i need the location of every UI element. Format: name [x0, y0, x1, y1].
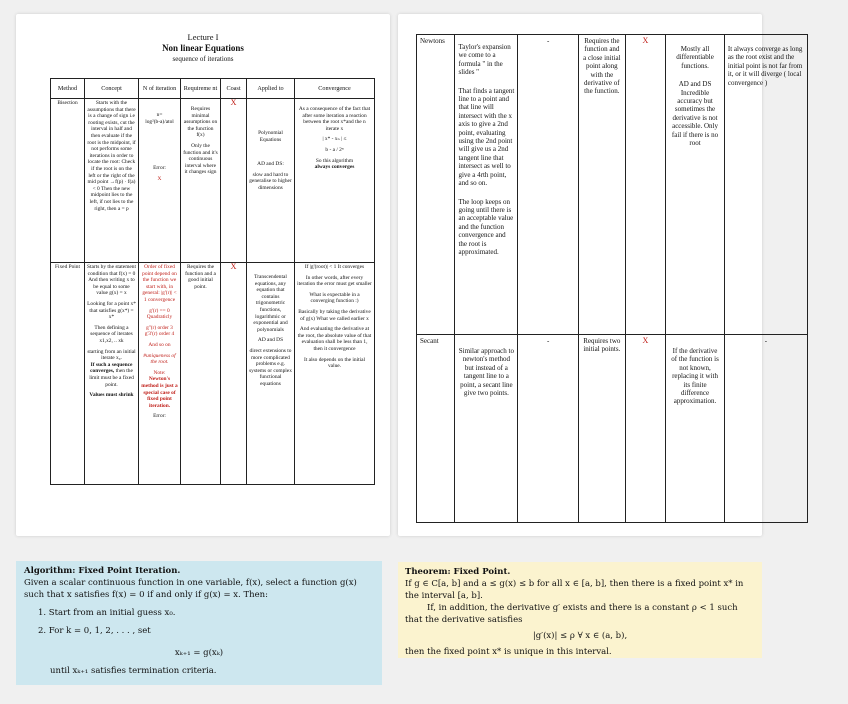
concept-text: then the limit must be a fixed point.: [89, 368, 134, 388]
order-text: And so on: [148, 341, 171, 348]
error-mark: X: [157, 175, 162, 182]
lecture-heading: Non linear Equations: [162, 43, 244, 53]
error-label: Error:: [153, 413, 166, 420]
algorithm-step-2: 2. For k = 0, 1, 2, . . . , set: [38, 626, 151, 636]
applied-cell: [666, 35, 725, 335]
convergence-text: In other words, after every iteration the error must get smaller: [297, 274, 372, 288]
convergence-text: What is expectable in a converging function :): [309, 291, 360, 305]
convergence-text: always converges: [314, 164, 355, 171]
convergence-text: It always converge as long as the root exist and the initial point is not far from it, or it will diverge ( local convergence ): [727, 45, 803, 87]
convergence-text: So this algorithm: [315, 157, 354, 164]
applied-cell: [247, 99, 295, 263]
theorem-title: Theorem: Fixed Point.: [405, 567, 511, 577]
lecture-page-1: [16, 14, 390, 536]
iteration-cell: -: [518, 35, 579, 335]
applied-text: direct extensions to more complicated problems e.g. systems or complex functional equations: [249, 347, 292, 387]
coast-cell: [221, 99, 247, 263]
algorithm-box: [16, 561, 382, 685]
order-text: Order of fixed point depend on the function we start with, in general: |g'(r)| < 1 convergence: [142, 264, 177, 303]
header-cell: Method: [51, 79, 85, 99]
theorem-paragraph: If, in addition, the derivative g′ exists and there is a constant ρ < 1 such that the derivative satisfies: [405, 603, 738, 625]
table-row-newton: [417, 35, 808, 335]
note-text: Newton's method is just a special case of fixed point iteration.: [141, 376, 178, 409]
applied-cell: [247, 263, 295, 485]
applied-text: Mostly all differentiable functions.: [676, 45, 714, 70]
methods-table: [50, 78, 375, 485]
applied-text: AD and DS:: [257, 161, 284, 168]
coast-mark: X: [642, 336, 649, 345]
lecture-page-2: [398, 14, 803, 536]
concept-text: Taylor's expansion we come to a formula " in the slides ": [458, 43, 511, 77]
order-text: g''(r) order 3 g'3'(r) order 4: [144, 324, 175, 338]
concept-text: If such a sequence converges,: [90, 361, 133, 375]
note-label: Note:: [153, 369, 166, 376]
convergence-text: And evaluating the derivative at the root, the absolute value of that evaluation shall be less than 1, then it convergence: [297, 326, 372, 352]
applied-text: Transcendental equations, any equation that contains trigonometric functions, logarithmic or exponential and polynomials: [253, 274, 288, 333]
requirement-text: Requires minimal assumptions on the function f(x): [183, 106, 218, 139]
applied-text: Polynomial Equations: [258, 130, 283, 143]
convergence-text: | x* - xₙ | ≤: [322, 136, 347, 143]
order-text: g'(r) == 0 Quadraticly: [146, 307, 173, 321]
theorem-box: [398, 562, 762, 658]
concept-text: Looking for a point x* that satisfies g(x*) = x*: [87, 300, 136, 321]
concept-text: Similar approach to newton's method but instead of a tangent line to a point, a secant line give two points.: [458, 347, 514, 398]
convergence-cell: [295, 99, 375, 263]
theorem-paragraph: If g ∈ C[a, b] and a ≤ g(x) ≤ b for all x ∈ [a, b], then there is a fixed point x* in the interval [a, b].: [405, 579, 744, 601]
niter-text: log²(b-a)/atol: [145, 118, 174, 125]
concept-cell: Starts with the assumptions that there is a change of sign i.e rooting exists, cut the interval in half and then evaluate if the root is the midpoint, if not performs some iterations in order to locate the root: Check if the root is on the left or the right of the mid point →f(p) · f(a) < 0 Then the new midpoint lies to the left, if not lies to the right, then a = p: [85, 99, 139, 263]
order-text: #uniqueness of the root.: [143, 352, 176, 366]
applied-text: AD and DS: [257, 337, 284, 344]
iteration-cell: [139, 263, 181, 485]
concept-text: The loop keeps on going until there is an acceptable value and the function convergence and the root is approximated.: [458, 197, 514, 256]
convergence-text: Basically by taking the derivative of g(x) What we called earlier x: [298, 308, 371, 322]
concept-cell: [455, 35, 518, 335]
error-label: Error:: [153, 165, 166, 172]
algorithm-equation: xₖ₊₁ = g(xₖ): [174, 648, 224, 658]
coast-cell: [221, 263, 247, 485]
header-cell: N of iteration: [139, 79, 181, 99]
table-header-row: [51, 79, 375, 99]
applied-text: If the derivative of the function is not known, replacing it with its finite difference approximation.: [671, 347, 719, 406]
convergence-text: It also depends on the initial value.: [304, 356, 365, 370]
convergence-text: If |g'(root)| < 1 It converges: [304, 264, 365, 270]
requirement-cell: Requires two initial points.: [579, 335, 626, 523]
applied-cell: [666, 335, 725, 523]
requirement-cell: Requires the function and a good initial point.: [181, 263, 221, 485]
requirement-cell: [181, 99, 221, 263]
table-row-bisection: [51, 99, 375, 263]
algorithm-termination: until xₖ₊₁ satisfies termination criteria.: [50, 666, 217, 676]
convergence-text: As a consequence of the fact that after some iteration a reaction between the root x*and the n iterate x: [298, 106, 371, 132]
coast-mark: X: [642, 36, 649, 45]
theorem-equation: |g′(x)| ≤ ρ ∀ x ∈ (a, b),: [532, 631, 628, 641]
method-cell: Fixed Point: [51, 263, 85, 485]
concept-text: Values must shrink: [89, 392, 134, 399]
niter-text: n=: [156, 112, 163, 118]
concept-text: Then defining a sequence of iterates x1,x2, .. xk: [90, 324, 133, 344]
table-row-fixed-point: [51, 263, 375, 485]
requirement-cell: Requires the function and a close initial point along with the derivative of the function.: [579, 35, 626, 335]
header-cell: Requireme nt: [181, 79, 221, 99]
algorithm-title: Algorithm: Fixed Point Iteration.: [24, 566, 181, 576]
convergence-cell: [724, 35, 807, 335]
header-cell: Concept: [85, 79, 139, 99]
concept-cell: [85, 263, 139, 485]
coast-mark: X: [230, 98, 237, 107]
applied-text: slow and hard to generalise to higher dimensions: [249, 171, 292, 191]
method-cell: Bisection: [51, 99, 85, 263]
iteration-cell: [139, 99, 181, 263]
theorem-paragraph: then the fixed point x* is unique in this interval.: [405, 647, 612, 657]
coast-cell: [625, 335, 666, 523]
method-cell: Newtons: [417, 35, 455, 335]
lecture-subheading: sequence of iterations: [172, 55, 234, 63]
iteration-cell: -: [518, 335, 579, 523]
applied-text: AD and DS Incredible accuracy but sometimes the derivative is not accessible. Only fail if there is no root: [671, 80, 719, 148]
lecture-label: Lecture I: [187, 32, 219, 42]
concept-text: That finds a tangent line to a point and that line will intersect with the x axis to give a 2nd point, evaluating using the 2nd point will give us a 2nd tangent line that intersect as well to give a 4rth point, and so on.: [458, 86, 515, 188]
concept-text: Starts by the statement condition that f(x) = 0 And then writing x to be equal to some value g(x) = x: [87, 264, 136, 297]
coast-mark: X: [230, 262, 237, 271]
header-cell: Coast: [221, 79, 247, 99]
header-cell: Applied to: [247, 79, 295, 99]
concept-cell: [455, 335, 518, 523]
convergence-text: b - a / 2ⁿ: [325, 146, 344, 153]
lecture-title: [16, 32, 390, 65]
convergence-cell: [295, 263, 375, 485]
coast-cell: [625, 35, 666, 335]
requirement-text: Only the function and it's continuous interval where it changes sign: [183, 142, 218, 176]
table-row-secant: [417, 335, 808, 523]
concept-text: starting from an initial iterate x₀.: [87, 348, 136, 362]
method-cell: Secant: [417, 335, 455, 523]
header-cell: Convergence: [295, 79, 375, 99]
convergence-cell: -: [724, 335, 807, 523]
methods-table-continued: [416, 34, 808, 523]
algorithm-intro: Given a scalar continuous function in one variable, f(x), select a function g(x) such that x satisfies f(x) = 0 if and only if g(x) = x. Then:: [24, 578, 357, 600]
algorithm-step-1: 1. Start from an initial guess x₀.: [38, 608, 176, 618]
